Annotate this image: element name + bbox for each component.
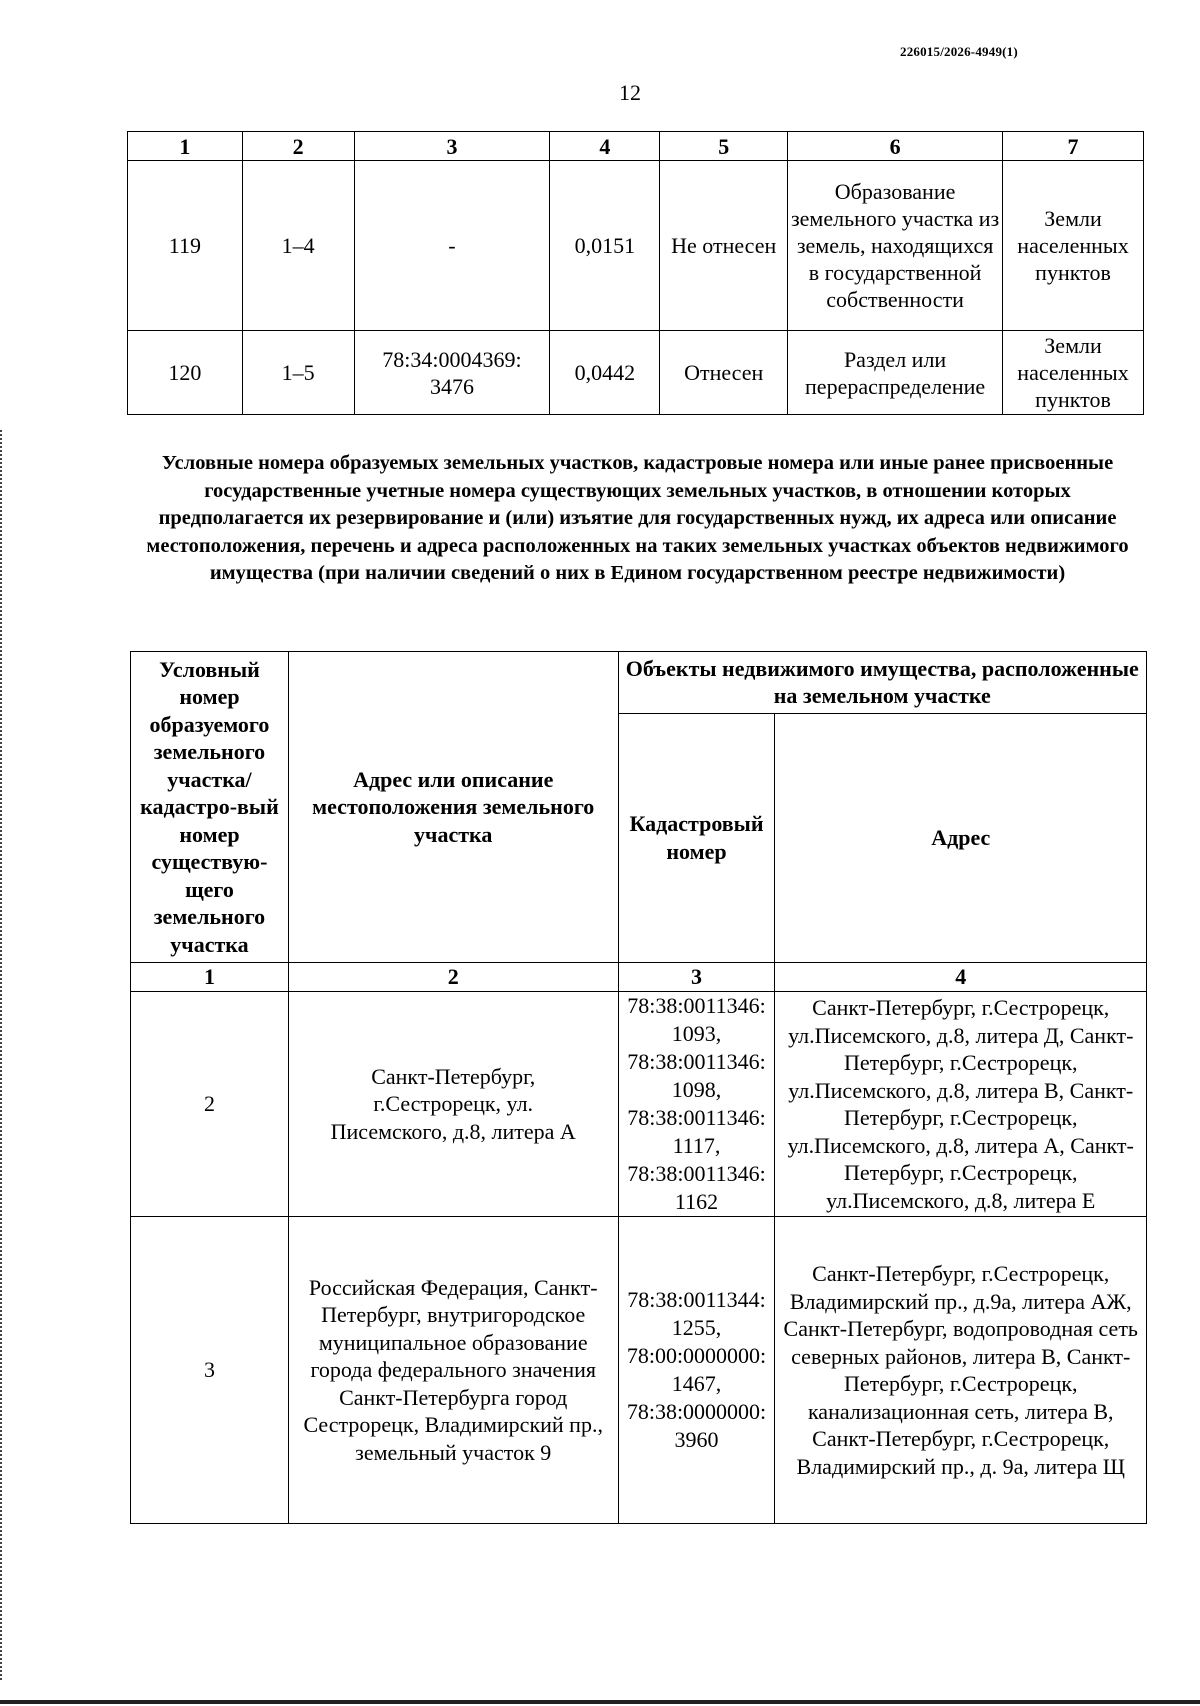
table-header-row [128,132,1144,161]
table-row [128,161,1144,331]
column-number: 7 [1003,132,1144,161]
plot-number: 119 [128,161,243,331]
header-object-address: Адрес [775,713,1147,962]
plot-land-category: Земли населенных пунктов [1003,331,1144,415]
page-number: 12 [619,80,641,105]
object-addresses: Санкт-Петербург, г.Сестрорецк, Владимирский пр., д.9а, литера АЖ, Санкт-Петербург, водопроводная сеть северных районов, литера В, Санкт-Петербург, г.Сестрорецк, канализационная сеть, литера В, Санкт-Петербург, г.Сестрорецк, Владимирский пр., д. 9а, литера Щ [775,1217,1147,1524]
column-number: 3 [618,963,775,992]
header-plot-number: Условный номер образуемого земельного участка/ кадастро-вый номер существую-щего земельного участка [131,652,289,963]
plot-status: Не отнесен [660,161,788,331]
column-number: 4 [550,132,660,161]
column-number: 6 [788,132,1003,161]
plot-address: Санкт-Петербург, г.Сестрорецк, ул. Писемского, д.8, литера А [288,992,618,1217]
section-heading: Условные номера образуемых земельных участков, кадастровые номера или иные ранее присвоенные государственные учетные номера существующих земельных участков, в отношении которых предполагается их резервирование и (или) изъятие для государственных нужд, их адреса или описание местоположения, перечень и адреса расположенных на таких земельных участках объектов недвижимого имущества (при наличии сведений о них в Едином государственном реестре недвижимости) [146,452,1129,584]
plot-contour: 1–4 [242,161,354,331]
table-row [131,1217,1147,1524]
column-number: 5 [660,132,788,161]
plot-number: 120 [128,331,243,415]
plot-area: 0,0151 [550,161,660,331]
column-number: 1 [128,132,243,161]
header-cadastral-number: Кадастровый номер [618,713,775,962]
object-cadastral-numbers: 78:38:0011344: 1255, 78:00:0000000: 1467, 78:38:0000000: 3960 [618,1217,775,1524]
table-row [131,992,1147,1217]
plot-number: 3 [131,1217,289,1524]
plot-land-category: Земли населенных пунктов [1003,161,1144,331]
plot-contour: 1–5 [242,331,354,415]
table-header-row [131,652,1147,714]
plot-area: 0,0442 [550,331,660,415]
table-row [128,331,1144,415]
column-number: 1 [131,963,289,992]
reserved-plots-table [130,651,1147,1524]
scan-edge-marks [0,430,5,1680]
header-objects-group: Объекты недвижимого имущества, расположенные на земельном участке [618,652,1146,714]
header-address: Адрес или описание местоположения земельного участка [288,652,618,963]
object-cadastral-numbers: 78:38:0011346: 1093, 78:38:0011346: 1098, 78:38:0011346: 1117, 78:38:0011346: 1162 [618,992,775,1217]
column-number: 4 [775,963,1147,992]
column-number: 2 [288,963,618,992]
plot-formation-method: Раздел или перераспределение [788,331,1003,415]
plot-number: 2 [131,992,289,1217]
plot-formation-method: Образование земельного участка из земель, находящихся в государственной собственности [788,161,1003,331]
column-number: 3 [354,132,550,161]
plot-status: Отнесен [660,331,788,415]
object-addresses: Санкт-Петербург, г.Сестрорецк, ул.Писемского, д.8, литера Д, Санкт-Петербург, г.Сестрорецк, ул.Писемского, д.8, литера В, Санкт-Петербург, г.Сестрорецк, ул.Писемского, д.8, литера А, Санкт-Петербург, г.Сестрорецк, ул.Писемского, д.8, литера Е [775,992,1147,1217]
scan-bottom-edge [0,1700,1200,1704]
plot-cadastral-number: 78:34:0004369: 3476 [354,331,550,415]
column-number: 2 [242,132,354,161]
document-id: 226015/2026-4949(1) [900,44,1018,59]
plot-cadastral-number: - [354,161,550,331]
land-plots-table-continued [127,131,1144,415]
plot-address: Российская Федерация, Санкт-Петербург, внутригородское муниципальное образование города федерального значения Санкт-Петербурга город Сестрорецк, Владимирский пр., земельный участок 9 [288,1217,618,1524]
table-numbers-row [131,963,1147,992]
